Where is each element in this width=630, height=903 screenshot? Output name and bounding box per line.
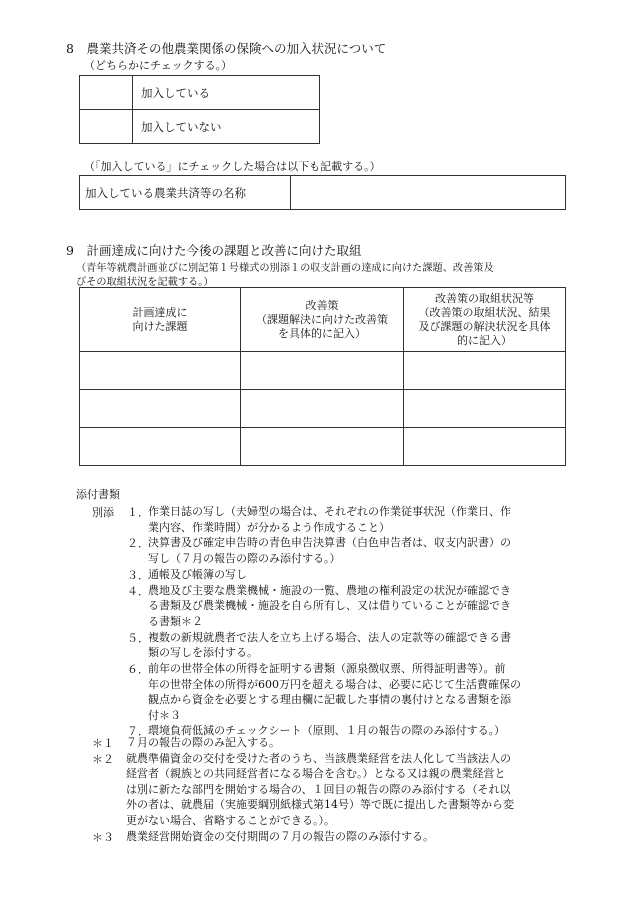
attachment-text: 複数の新規就農者で法人を立ち上げる場合、法人の定款等の確認できる書: [148, 630, 511, 644]
status-cell[interactable]: [404, 390, 566, 428]
note-text: 経営者（親族との共同経営者になる場合を含む。）となる又は親の農業経営と: [126, 767, 506, 781]
note-text: 農業経営開始資金の交付期間の７月の報告の際のみ添付する。: [126, 829, 434, 843]
attachment-text: 通帳及び帳簿の写し: [148, 567, 247, 581]
status-cell[interactable]: [404, 352, 566, 390]
attachment-text: 写し（７月の報告の際のみ添付する。）: [148, 551, 341, 565]
status-cell[interactable]: [404, 428, 566, 466]
section9-heading: 9 計画達成に向けた今後の課題と改善に向けた取組: [66, 243, 362, 258]
option-joined-label: 加入している: [133, 76, 320, 110]
note-text: 外の者は、就農届（実施要綱別紙様式第14号）等で既に提出した書類等から変: [126, 798, 514, 812]
note-mark: ＊３: [92, 830, 114, 844]
header-status: 改善策の取組状況等 （改善策の取組状況、結果 及び課題の解決状況を具体 的に記入）: [404, 288, 566, 352]
insurance-name-label: 加入している農業共済等の名称: [80, 176, 291, 210]
attachment-text: 観点から資金を必要とする理由欄に記載した事情の裏付けとなる書類を添: [148, 693, 511, 706]
attachment-number: ６．: [127, 663, 149, 676]
note-text: 更がない場合、省略することができる。）。: [126, 813, 335, 827]
measure-cell[interactable]: [241, 352, 404, 390]
table-row: [80, 428, 566, 466]
section8-instruction: （どちらかにチェックする。）: [84, 59, 233, 72]
attachment-text: る書類及び農業機械・施設を自ら所有し、又は借りていることが確認でき: [148, 599, 511, 613]
attachment-text: 作業日誌の写し（夫婦型の場合は、それぞれの作業従事状況（作業日、作: [148, 505, 511, 518]
attachment-text: 業内容、作業時間）が分かるよう作成すること）: [148, 520, 390, 534]
header-issues: 計画達成に 向けた課題: [80, 288, 241, 352]
checkbox-not-joined[interactable]: [80, 110, 133, 144]
issue-cell[interactable]: [80, 390, 241, 428]
attachment-text: 決算書及び確定申告時の青色申告決算書（白色申告者は、収支内訳書）の: [148, 536, 511, 550]
measure-cell[interactable]: [241, 428, 404, 466]
header-measures: 改善策 （課題解決に向けた改善策 を具体的に記入）: [241, 288, 404, 352]
measure-cell[interactable]: [241, 390, 404, 428]
insurance-checkbox-table: [79, 75, 320, 144]
option-not-joined-label: 加入していない: [133, 110, 320, 144]
note-mark: ＊１: [92, 737, 114, 750]
attachment-text: 前年の世帯全体の所得を証明する書類（源泉徴収票、所得証明書等）。前: [148, 662, 506, 675]
attachment-text: 環境負荷低減のチェックシート（原則、１月の報告の際のみ添付する。）: [148, 724, 506, 738]
attachment-text: 類の写しを添付する。: [148, 646, 258, 660]
issue-cell[interactable]: [80, 352, 241, 390]
insurance-name-table: [79, 175, 566, 210]
note-text: は別に新たな部門を開始する場合の、１回目の報告の際のみ添付する（それ以: [126, 782, 511, 796]
table-row: [80, 352, 566, 390]
issue-cell[interactable]: [80, 428, 241, 466]
attachment-number: ２．: [127, 537, 149, 551]
improvement-table: [79, 287, 566, 466]
section9-desc-line1: （青年等就農計画並びに別記第１号様式の別添１の収支計画の達成に向けた課題、改善策及: [76, 263, 494, 274]
note-mark: ＊２: [92, 752, 114, 766]
section8-note: （「加入している」にチェックした場合は以下も記載する。）: [84, 160, 381, 173]
note-text: ７月の報告の際のみ記入する。: [126, 736, 280, 749]
attachment-number: １．: [127, 506, 149, 519]
insurance-name-field[interactable]: [291, 176, 566, 210]
attachment-text: 年の世帯全体の所得が600万円を超える場合は、必要に応じて生活費確保の: [148, 677, 521, 691]
checkbox-joined[interactable]: [80, 76, 133, 110]
note-text: 就農準備資金の交付を受けた者のうち、当該農業経営を法人化して当該法人の: [126, 751, 511, 765]
table-row: [80, 390, 566, 428]
section9-desc-line2: びその取組状況を記載する。）: [76, 277, 214, 288]
attachment-text: 農地及び主要な農業機械・施設の一覧、農地の権利設定の状況が確認でき: [148, 583, 511, 597]
attachments-prefix: 別添: [92, 506, 114, 519]
attachment-number: ７．: [127, 725, 149, 739]
attachment-text: 付＊３: [148, 708, 181, 722]
section8-heading: 8 農業共済その他農業関係の保険への加入状況について: [66, 41, 387, 56]
attachments-title: 添付書類: [76, 488, 120, 501]
attachment-number: ３．: [127, 568, 149, 582]
attachment-text: る書類＊２: [148, 614, 203, 628]
attachment-number: ４．: [127, 584, 149, 598]
attachment-number: ５．: [127, 631, 149, 645]
